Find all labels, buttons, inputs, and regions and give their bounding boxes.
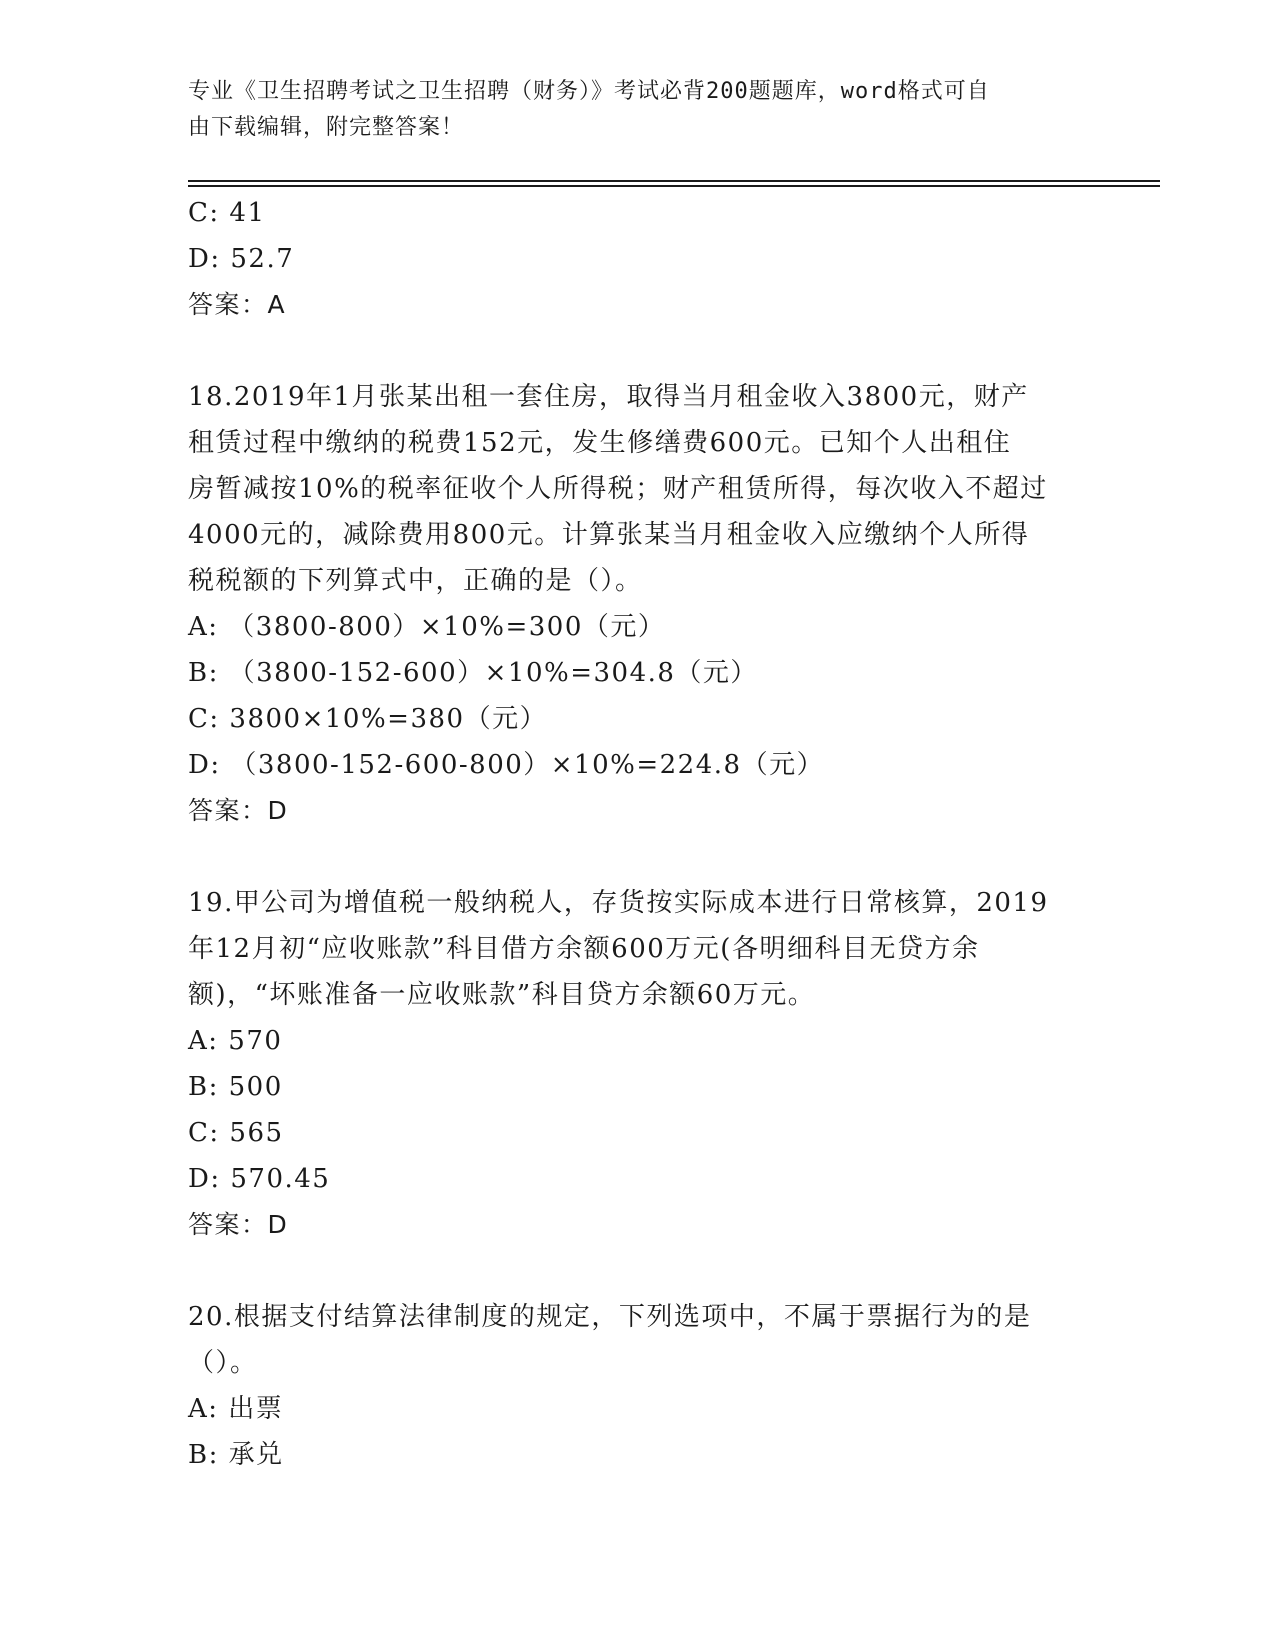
option-d: D: （3800-152-600-800）×10%=224.8（元） bbox=[188, 750, 825, 780]
document-body bbox=[188, 190, 1088, 1478]
option-b: B: 500 bbox=[188, 1072, 283, 1102]
question-text-line: （）。 bbox=[188, 1348, 258, 1378]
question-text-line: 4000元的，减除费用800元。计算张某当月租金收入应缴纳个人所得 bbox=[188, 520, 1030, 550]
spacer bbox=[188, 834, 1088, 880]
question-text-line: 租赁过程中缴纳的税费152元，发生修缮费600元。已知个人出租住 bbox=[188, 428, 1012, 458]
option-c: C: 565 bbox=[188, 1118, 284, 1148]
option-c: C: 3800×10%=380（元） bbox=[188, 704, 548, 734]
document-header bbox=[188, 74, 1088, 146]
answer-line: 答案：D bbox=[188, 796, 289, 825]
question-text-line: 19.甲公司为增值税一般纳税人，存货按实际成本进行日常核算，2019 bbox=[188, 888, 1049, 918]
option-b: B: （3800-152-600）×10%=304.8（元） bbox=[188, 658, 758, 688]
option-b: B: 承兑 bbox=[188, 1440, 284, 1470]
question-text-line: 20.根据支付结算法律制度的规定，下列选项中，不属于票据行为的是 bbox=[188, 1302, 1032, 1332]
answer-line: 答案：D bbox=[188, 1210, 289, 1239]
option-a: A: 出票 bbox=[188, 1394, 284, 1424]
option-a: A: （3800-800）×10%=300（元） bbox=[188, 612, 666, 642]
option-c: C: 41 bbox=[188, 198, 266, 228]
question-text-line: 18.2019年1月张某出租一套住房，取得当月租金收入3800元，财产 bbox=[188, 382, 1029, 412]
question-text-line: 房暂减按10%的税率征收个人所得税；财产租赁所得，每次收入不超过 bbox=[188, 474, 1048, 504]
header-divider-bottom bbox=[188, 185, 1160, 187]
spacer bbox=[188, 1248, 1088, 1294]
header-divider-top bbox=[188, 180, 1160, 182]
question-20 bbox=[188, 1294, 1088, 1478]
question-text-line: 额)，“坏账准备一应收账款”科目贷方余额60万元。 bbox=[188, 980, 816, 1010]
answer-line: 答案：A bbox=[188, 290, 287, 319]
header-line-1: 专业《卫生招聘考试之卫生招聘（财务）》考试必背200题题库，word格式可自 bbox=[188, 79, 990, 104]
header-line-2: 由下载编辑，附完整答案！ bbox=[188, 115, 465, 140]
question-17-tail bbox=[188, 190, 1088, 328]
question-19 bbox=[188, 880, 1088, 1248]
option-a: A: 570 bbox=[188, 1026, 283, 1056]
option-d: D: 52.7 bbox=[188, 244, 295, 274]
question-text-line: 年12月初“应收账款”科目借方余额600万元(各明细科目无贷方余 bbox=[188, 934, 980, 964]
spacer bbox=[188, 328, 1088, 374]
option-d: D: 570.45 bbox=[188, 1164, 331, 1194]
question-text-line: 税税额的下列算式中，正确的是（）。 bbox=[188, 566, 643, 596]
question-18 bbox=[188, 374, 1088, 834]
